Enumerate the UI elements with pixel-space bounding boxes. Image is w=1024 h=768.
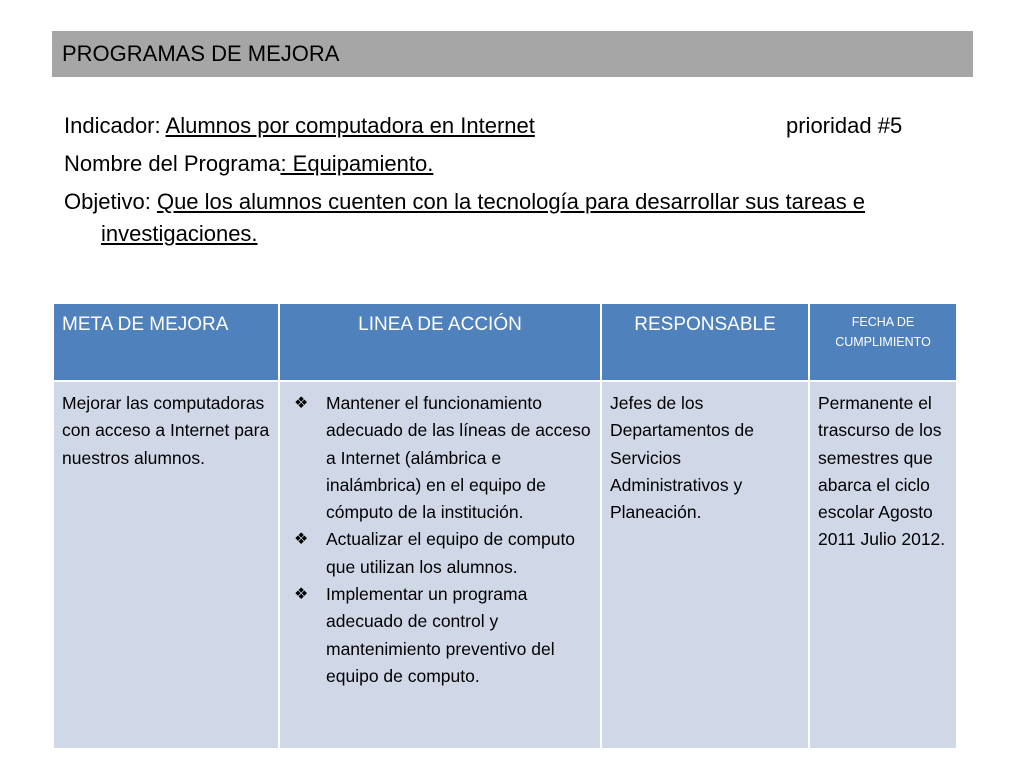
list-item	[288, 526, 592, 581]
priority-text: prioridad #5	[786, 113, 903, 138]
objective-label: Objetivo:	[64, 189, 151, 214]
indicator-line	[64, 110, 954, 148]
list-item	[288, 581, 592, 690]
header-responsible: RESPONSABLE	[601, 303, 809, 381]
action-text: Implementar un programa adecuado de control y mantenimiento preventivo del equipo de computo.	[326, 584, 555, 686]
program-value: : Equipamiento.	[280, 151, 434, 176]
table-header-row	[53, 303, 957, 381]
header-deadline: FECHA DE CUMPLIMIENTO	[809, 303, 957, 381]
action-cell	[279, 381, 601, 749]
program-label: Nombre del Programa	[64, 151, 281, 176]
header-meta: META DE MEJORA	[53, 303, 279, 381]
title-bar	[52, 31, 973, 77]
page-title: PROGRAMAS DE MEJORA	[62, 41, 340, 66]
diamond-bullet-icon: ❖	[294, 531, 309, 549]
responsible-cell: Jefes de los Departamentos de Servicios Administrativos y Planeación.	[601, 381, 809, 749]
action-list	[288, 390, 592, 690]
diamond-bullet-icon: ❖	[294, 395, 309, 412]
indicator-value: Alumnos por computadora en Internet	[165, 113, 535, 138]
program-info	[64, 110, 954, 250]
header-action: LINEA DE ACCIÓN	[279, 303, 601, 381]
improvement-table	[52, 302, 958, 750]
action-text: Actualizar el equipo de computo que utilizan los alumnos.	[326, 529, 576, 577]
table-row	[53, 381, 957, 749]
meta-cell: Mejorar las computadoras con acceso a Internet para nuestros alumnos.	[53, 381, 279, 749]
deadline-cell: Permanente el trascurso de los semestres que abarca el ciclo escolar Agosto 2011 Julio 2012.	[809, 381, 957, 749]
program-line	[64, 148, 954, 186]
objective-line	[64, 186, 954, 250]
indicator-label: Indicador:	[64, 113, 161, 138]
objective-value: Que los alumnos cuenten con la tecnología para desarrollar sus tareas e investigaciones.	[101, 189, 866, 246]
diamond-bullet-icon: ❖	[294, 586, 309, 604]
action-text: Mantener el funcionamiento adecuado de las líneas de acceso a Internet (alámbrica e inalámbrica) en el equipo de cómputo de la institución.	[326, 393, 591, 523]
list-item	[288, 390, 592, 526]
